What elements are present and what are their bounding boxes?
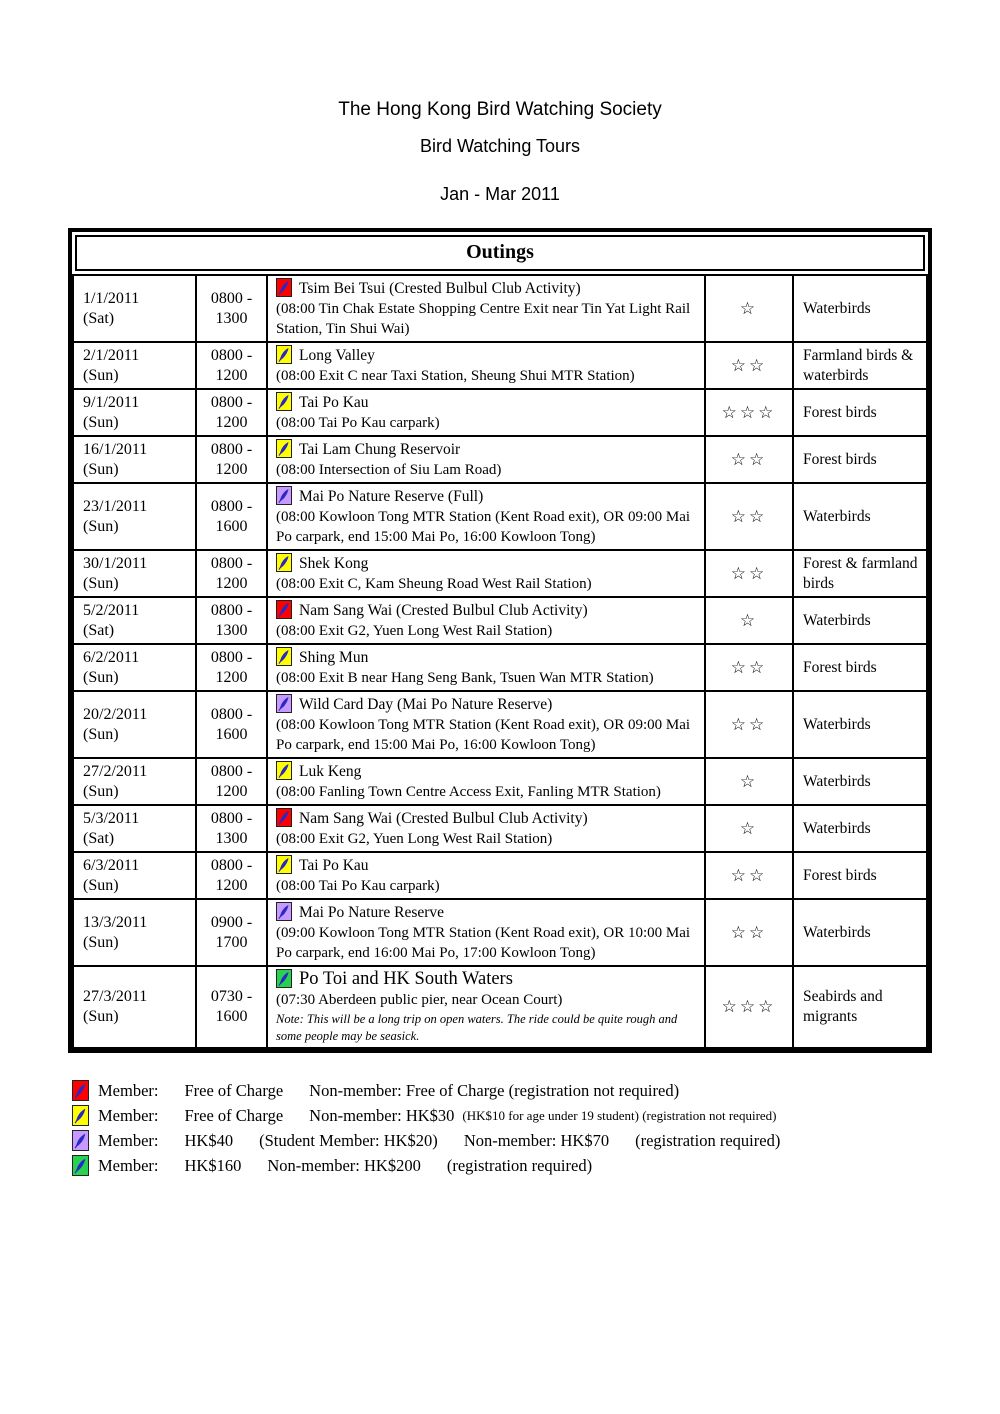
bird-type: Waterbirds — [793, 275, 927, 342]
bird-type: Waterbirds — [793, 597, 927, 644]
fee-category-icon — [276, 392, 292, 411]
fee-category-icon — [72, 1130, 89, 1151]
document-title: The Hong Kong Bird Watching Society — [338, 99, 662, 120]
outing-details: (08:00 Kowloon Tong MTR Station (Kent Road exit), OR 09:00 Mai Po carpark, end 15:00 Mai Po, 16:00 Kowloon Tong) — [276, 509, 691, 545]
difficulty-stars: ☆☆☆ — [705, 389, 793, 436]
outing-date: 9/1/2011 — [83, 393, 140, 411]
bird-type: Forest birds — [793, 852, 927, 899]
table-row — [73, 483, 927, 550]
outing-title: Tai Lam Chung Reservoir — [299, 441, 461, 458]
outing-time-start: 0800 - — [210, 440, 253, 458]
outing-time-start: 0800 - — [210, 289, 253, 307]
legend-row — [72, 1079, 1000, 1102]
legend-row — [72, 1104, 1000, 1127]
bird-type: Farmland birds & waterbirds — [793, 342, 927, 389]
fee-category-icon — [276, 345, 292, 364]
outing-details: (08:00 Exit G2, Yuen Long West Rail Station) — [276, 623, 553, 639]
fee-category-icon — [72, 1155, 89, 1176]
legend-row — [72, 1154, 1000, 1177]
outing-details: (08:00 Fanling Town Centre Access Exit, Fanling MTR Station) — [276, 784, 661, 800]
outing-time-end: 1600 — [215, 517, 248, 535]
outing-time-end: 1200 — [215, 366, 248, 384]
difficulty-stars: ☆ — [705, 275, 793, 342]
outing-date: 2/1/2011 — [83, 346, 140, 364]
outing-details: (08:00 Exit C, Kam Sheung Road West Rail Station) — [276, 576, 592, 592]
outing-title: Shek Kong — [299, 555, 369, 572]
outing-details: (07:30 Aberdeen public pier, near Ocean Court) — [276, 992, 563, 1008]
outing-time-end: 1600 — [215, 725, 248, 743]
outing-day: (Sun) — [83, 413, 119, 431]
table-row — [73, 389, 927, 436]
difficulty-stars: ☆☆ — [705, 436, 793, 483]
legend-row — [72, 1129, 1000, 1152]
legend-text: Free of Charge — [184, 1080, 284, 1100]
outing-day: (Sat) — [83, 621, 115, 639]
outing-title: Mai Po Nature Reserve (Full) — [299, 488, 484, 505]
difficulty-stars: ☆☆ — [705, 483, 793, 550]
bird-type: Waterbirds — [793, 758, 927, 805]
fee-category-icon — [276, 808, 292, 827]
outing-day: (Sun) — [83, 460, 119, 478]
legend-text: Member: — [98, 1130, 159, 1150]
outing-details: (09:00 Kowloon Tong MTR Station (Kent Road exit), OR 10:00 Mai Po carpark, end 16:00 Mai Po, 17:00 Kowloon Tong) — [276, 925, 691, 961]
document-header — [0, 0, 1000, 205]
outing-day: (Sun) — [83, 876, 119, 894]
difficulty-stars: ☆☆ — [705, 342, 793, 389]
outing-note: Note: This will be a long trip on open waters. The ride could be quite rough and some people may be seasick. — [276, 1012, 678, 1043]
outing-time-end: 1700 — [215, 933, 248, 951]
legend-text: Member: — [98, 1080, 159, 1100]
outing-time-start: 0800 - — [210, 554, 253, 572]
outing-title: Tsim Bei Tsui (Crested Bulbul Club Activity) — [299, 280, 581, 297]
fee-category-icon — [276, 278, 292, 297]
table-row — [73, 275, 927, 342]
fee-category-icon — [276, 600, 292, 619]
outing-title: Tai Po Kau — [299, 857, 369, 874]
outing-time-end: 1300 — [215, 621, 248, 639]
outing-date: 6/3/2011 — [83, 856, 140, 874]
bird-type: Forest birds — [793, 436, 927, 483]
bird-type: Forest birds — [793, 644, 927, 691]
bird-type: Seabirds and migrants — [793, 966, 927, 1048]
difficulty-stars: ☆☆ — [705, 691, 793, 758]
outing-details: (08:00 Tin Chak Estate Shopping Centre Exit near Tin Yat Light Rail Station, Tin Shui Wai) — [276, 301, 691, 337]
legend-text: Non-member: Free of Charge (registration not required) — [309, 1080, 680, 1100]
table-row — [73, 342, 927, 389]
table-row — [73, 852, 927, 899]
outing-time-start: 0900 - — [210, 913, 253, 931]
outing-day: (Sat) — [83, 829, 115, 847]
legend-text: Non-member: HK$70 — [463, 1130, 610, 1150]
outing-day: (Sat) — [83, 309, 115, 327]
table-row — [73, 436, 927, 483]
fee-category-icon — [276, 902, 292, 921]
fee-category-icon — [276, 647, 292, 666]
outing-details: (08:00 Exit G2, Yuen Long West Rail Station) — [276, 831, 553, 847]
fee-category-icon — [276, 553, 292, 572]
outing-time-end: 1200 — [215, 782, 248, 800]
difficulty-stars: ☆☆☆ — [705, 966, 793, 1048]
outing-details: (08:00 Tai Po Kau carpark) — [276, 878, 440, 894]
fee-category-icon — [276, 486, 292, 505]
legend-text: HK$40 — [184, 1130, 234, 1150]
outing-day: (Sun) — [83, 1008, 119, 1025]
difficulty-stars: ☆☆ — [705, 899, 793, 966]
legend-text: Member: — [98, 1105, 159, 1125]
outing-day: (Sun) — [83, 668, 119, 686]
bird-type: Waterbirds — [793, 691, 927, 758]
outing-date: 6/2/2011 — [83, 648, 140, 666]
table-row — [73, 597, 927, 644]
outing-day: (Sun) — [83, 366, 119, 384]
legend-text: Non-member: HK$200 — [267, 1155, 421, 1175]
fee-category-icon — [276, 855, 292, 874]
outing-time-start: 0800 - — [210, 393, 253, 411]
legend-text: (Student Member: HK$20) — [259, 1130, 438, 1150]
outing-time-start: 0800 - — [210, 601, 253, 619]
outing-time-start: 0800 - — [210, 346, 253, 364]
outing-date: 5/3/2011 — [83, 809, 140, 827]
legend-text: Non-member: HK$30 — [309, 1105, 455, 1125]
outing-day: (Sun) — [83, 782, 119, 800]
fee-category-icon — [276, 969, 292, 988]
outing-date: 13/3/2011 — [83, 913, 148, 931]
outing-date: 30/1/2011 — [83, 554, 148, 572]
outing-time-start: 0800 - — [210, 705, 253, 723]
outing-day: (Sun) — [83, 725, 119, 743]
difficulty-stars: ☆☆ — [705, 644, 793, 691]
table-row — [73, 805, 927, 852]
outing-title: Long Valley — [299, 347, 375, 364]
legend-text: Member: — [98, 1155, 159, 1175]
outing-date: 20/2/2011 — [83, 705, 148, 723]
table-row — [73, 550, 927, 597]
outing-time-end: 1200 — [215, 876, 248, 894]
outing-date: 27/3/2011 — [83, 988, 148, 1005]
outing-time-end: 1600 — [215, 1008, 248, 1025]
outing-title: Tai Po Kau — [299, 394, 369, 411]
outing-day: (Sun) — [83, 574, 119, 592]
bird-type: Waterbirds — [793, 899, 927, 966]
difficulty-stars: ☆☆ — [705, 852, 793, 899]
outing-time-end: 1200 — [215, 668, 248, 686]
legend-text: HK$160 — [184, 1155, 242, 1175]
outing-time-start: 0800 - — [210, 497, 253, 515]
outing-title: Shing Mun — [299, 649, 369, 666]
outing-details: (08:00 Intersection of Siu Lam Road) — [276, 462, 502, 478]
outing-title: Wild Card Day (Mai Po Nature Reserve) — [299, 696, 553, 713]
legend-text: (HK$10 for age under 19 student) (registration not required) — [462, 1107, 777, 1123]
outing-date: 5/2/2011 — [83, 601, 140, 619]
outings-table — [68, 228, 932, 1053]
difficulty-stars: ☆☆ — [705, 550, 793, 597]
outing-details: (08:00 Exit B near Hang Seng Bank, Tsuen Wan MTR Station) — [276, 670, 654, 686]
fee-legend — [72, 1079, 1000, 1177]
document-subtitle: Bird Watching Tours — [419, 136, 581, 156]
outing-title: Mai Po Nature Reserve — [299, 904, 445, 921]
table-row — [73, 644, 927, 691]
bird-type: Forest birds — [793, 389, 927, 436]
table-row — [73, 691, 927, 758]
fee-category-icon — [276, 439, 292, 458]
outing-details: (08:00 Kowloon Tong MTR Station (Kent Road exit), OR 09:00 Mai Po carpark, end 15:00 Mai Po, 16:00 Kowloon Tong) — [276, 717, 691, 753]
bird-type: Forest & farmland birds — [793, 550, 927, 597]
outing-time-start: 0800 - — [210, 762, 253, 780]
outing-title: Luk Keng — [299, 763, 362, 780]
outing-day: (Sun) — [83, 933, 119, 951]
difficulty-stars: ☆ — [705, 805, 793, 852]
difficulty-stars: ☆ — [705, 597, 793, 644]
outing-details: (08:00 Tai Po Kau carpark) — [276, 415, 440, 431]
outing-day: (Sun) — [83, 517, 119, 535]
outing-title: Nam Sang Wai (Crested Bulbul Club Activity) — [299, 602, 588, 619]
outing-date: 23/1/2011 — [83, 497, 148, 515]
fee-category-icon — [72, 1080, 89, 1101]
table-row — [73, 966, 927, 1048]
outing-time-end: 1300 — [215, 309, 248, 327]
outing-time-start: 0800 - — [210, 648, 253, 666]
bird-type: Waterbirds — [793, 483, 927, 550]
fee-category-icon — [276, 761, 292, 780]
fee-category-icon — [276, 694, 292, 713]
outing-title: Po Toi and HK South Waters — [299, 969, 513, 989]
outing-time-start: 0800 - — [210, 809, 253, 827]
table-row — [73, 758, 927, 805]
outing-date: 1/1/2011 — [83, 289, 140, 307]
outing-date: 16/1/2011 — [83, 440, 148, 458]
outing-time-end: 1200 — [215, 460, 248, 478]
legend-text: Free of Charge — [184, 1105, 284, 1125]
difficulty-stars: ☆ — [705, 758, 793, 805]
outing-time-start: 0730 - — [210, 988, 253, 1005]
outing-time-end: 1200 — [215, 574, 248, 592]
bird-type: Waterbirds — [793, 805, 927, 852]
fee-category-icon — [72, 1105, 89, 1126]
outing-title: Nam Sang Wai (Crested Bulbul Club Activity) — [299, 810, 588, 827]
table-title: Outings — [75, 235, 925, 271]
table-row — [73, 899, 927, 966]
legend-text: (registration required) — [446, 1155, 593, 1175]
outing-time-start: 0800 - — [210, 856, 253, 874]
document-period: Jan - Mar 2011 — [440, 184, 560, 204]
outing-date: 27/2/2011 — [83, 762, 148, 780]
legend-text: (registration required) — [635, 1130, 781, 1150]
outing-time-end: 1300 — [215, 829, 248, 847]
outing-details: (08:00 Exit C near Taxi Station, Sheung Shui MTR Station) — [276, 368, 635, 384]
outing-time-end: 1200 — [215, 413, 248, 431]
